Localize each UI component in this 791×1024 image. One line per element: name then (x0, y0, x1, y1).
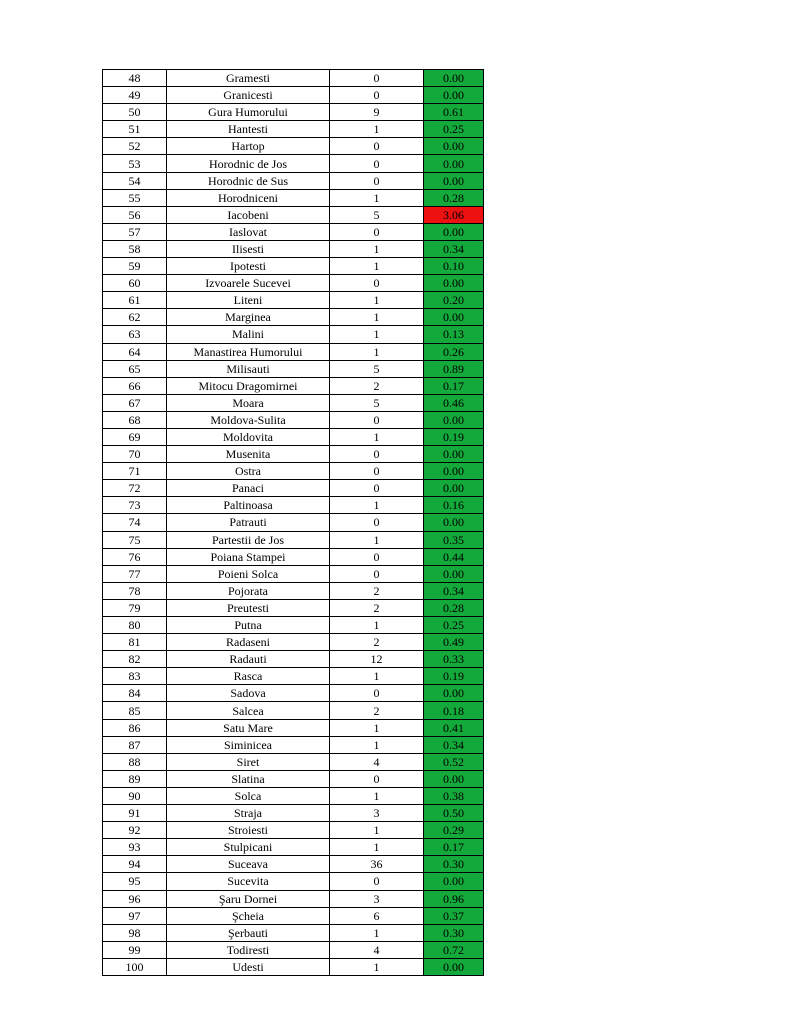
row-number-cell: 84 (103, 685, 167, 702)
row-number-cell: 78 (103, 582, 167, 599)
locality-name-cell: Hantesti (167, 121, 330, 138)
row-number-cell: 100 (103, 958, 167, 975)
cases-count-cell: 1 (330, 839, 424, 856)
table-row (103, 805, 484, 822)
table-row (103, 634, 484, 651)
locality-name-cell: Horodnic de Jos (167, 155, 330, 172)
cases-count-cell: 0 (330, 70, 424, 87)
incidence-rate-cell: 0.13 (424, 326, 484, 343)
cases-count-cell: 6 (330, 907, 424, 924)
table-body (103, 70, 484, 976)
row-number-cell: 55 (103, 189, 167, 206)
row-number-cell: 98 (103, 924, 167, 941)
incidence-rate-cell: 0.00 (424, 309, 484, 326)
cases-count-cell: 1 (330, 787, 424, 804)
table-row (103, 480, 484, 497)
cases-count-cell: 3 (330, 890, 424, 907)
locality-name-cell: Şerbauti (167, 924, 330, 941)
row-number-cell: 58 (103, 240, 167, 257)
row-number-cell: 52 (103, 138, 167, 155)
cases-count-cell: 2 (330, 634, 424, 651)
incidence-rate-cell: 0.29 (424, 822, 484, 839)
locality-name-cell: Rasca (167, 668, 330, 685)
table-row (103, 873, 484, 890)
row-number-cell: 94 (103, 856, 167, 873)
cases-count-cell: 1 (330, 531, 424, 548)
incidence-rate-cell: 0.52 (424, 753, 484, 770)
table-row (103, 839, 484, 856)
table-row (103, 309, 484, 326)
cases-count-cell: 1 (330, 309, 424, 326)
row-number-cell: 60 (103, 275, 167, 292)
row-number-cell: 50 (103, 104, 167, 121)
row-number-cell: 62 (103, 309, 167, 326)
table-row (103, 240, 484, 257)
table-row (103, 548, 484, 565)
table-row (103, 206, 484, 223)
table-row (103, 668, 484, 685)
incidence-rate-cell: 0.00 (424, 958, 484, 975)
table-row (103, 907, 484, 924)
locality-name-cell: Moara (167, 394, 330, 411)
row-number-cell: 49 (103, 87, 167, 104)
row-number-cell: 57 (103, 223, 167, 240)
locality-name-cell: Marginea (167, 309, 330, 326)
row-number-cell: 96 (103, 890, 167, 907)
cases-count-cell: 5 (330, 360, 424, 377)
locality-name-cell: Ostra (167, 463, 330, 480)
incidence-rate-cell: 0.28 (424, 599, 484, 616)
table-row (103, 121, 484, 138)
cases-count-cell: 5 (330, 206, 424, 223)
incidence-rate-cell: 0.00 (424, 223, 484, 240)
incidence-rate-cell: 0.00 (424, 685, 484, 702)
cases-count-cell: 4 (330, 941, 424, 958)
row-number-cell: 56 (103, 206, 167, 223)
table-row (103, 736, 484, 753)
cases-count-cell: 0 (330, 770, 424, 787)
locality-name-cell: Iaslovat (167, 223, 330, 240)
incidence-rate-cell: 0.25 (424, 121, 484, 138)
locality-name-cell: Panaci (167, 480, 330, 497)
row-number-cell: 82 (103, 651, 167, 668)
incidence-rate-cell: 0.34 (424, 582, 484, 599)
row-number-cell: 67 (103, 394, 167, 411)
row-number-cell: 53 (103, 155, 167, 172)
row-number-cell: 91 (103, 805, 167, 822)
row-number-cell: 61 (103, 292, 167, 309)
cases-count-cell: 1 (330, 121, 424, 138)
table-row (103, 582, 484, 599)
locality-name-cell: Radauti (167, 651, 330, 668)
incidence-rate-cell: 3.06 (424, 206, 484, 223)
row-number-cell: 95 (103, 873, 167, 890)
cases-count-cell: 36 (330, 856, 424, 873)
cases-count-cell: 0 (330, 685, 424, 702)
cases-count-cell: 3 (330, 805, 424, 822)
cases-count-cell: 1 (330, 326, 424, 343)
cases-count-cell: 0 (330, 138, 424, 155)
row-number-cell: 76 (103, 548, 167, 565)
row-number-cell: 74 (103, 514, 167, 531)
cases-count-cell: 1 (330, 958, 424, 975)
incidence-rate-cell: 0.00 (424, 873, 484, 890)
row-number-cell: 59 (103, 258, 167, 275)
locality-name-cell: Şaru Dornei (167, 890, 330, 907)
incidence-rate-cell: 0.61 (424, 104, 484, 121)
locality-name-cell: Izvoarele Sucevei (167, 275, 330, 292)
table-row (103, 753, 484, 770)
table-row (103, 924, 484, 941)
incidence-rate-cell: 0.34 (424, 240, 484, 257)
cases-count-cell: 1 (330, 258, 424, 275)
row-number-cell: 79 (103, 599, 167, 616)
row-number-cell: 99 (103, 941, 167, 958)
cases-count-cell: 2 (330, 702, 424, 719)
row-number-cell: 83 (103, 668, 167, 685)
locality-name-cell: Moldovita (167, 428, 330, 445)
table-row (103, 258, 484, 275)
cases-count-cell: 0 (330, 548, 424, 565)
cases-count-cell: 1 (330, 924, 424, 941)
table-row (103, 411, 484, 428)
incidence-rate-cell: 0.44 (424, 548, 484, 565)
table-row (103, 104, 484, 121)
incidence-rate-cell: 0.00 (424, 70, 484, 87)
locality-name-cell: Mitocu Dragomirnei (167, 377, 330, 394)
incidence-rate-cell: 0.16 (424, 497, 484, 514)
locality-name-cell: Ipotesti (167, 258, 330, 275)
cases-count-cell: 0 (330, 87, 424, 104)
cases-count-cell: 0 (330, 565, 424, 582)
row-number-cell: 64 (103, 343, 167, 360)
table-row (103, 651, 484, 668)
row-number-cell: 88 (103, 753, 167, 770)
incidence-rate-cell: 0.00 (424, 87, 484, 104)
localities-table (102, 69, 484, 976)
incidence-rate-cell: 0.28 (424, 189, 484, 206)
cases-count-cell: 0 (330, 172, 424, 189)
row-number-cell: 97 (103, 907, 167, 924)
locality-name-cell: Milisauti (167, 360, 330, 377)
incidence-rate-cell: 0.37 (424, 907, 484, 924)
locality-name-cell: Patrauti (167, 514, 330, 531)
locality-name-cell: Slatina (167, 770, 330, 787)
row-number-cell: 65 (103, 360, 167, 377)
cases-count-cell: 1 (330, 822, 424, 839)
table-row (103, 394, 484, 411)
incidence-rate-cell: 0.17 (424, 839, 484, 856)
row-number-cell: 66 (103, 377, 167, 394)
table-row (103, 343, 484, 360)
locality-name-cell: Preutesti (167, 599, 330, 616)
incidence-rate-cell: 0.00 (424, 155, 484, 172)
locality-name-cell: Poieni Solca (167, 565, 330, 582)
incidence-rate-cell: 0.30 (424, 856, 484, 873)
locality-name-cell: Putna (167, 617, 330, 634)
incidence-rate-cell: 0.19 (424, 668, 484, 685)
table-row (103, 155, 484, 172)
cases-count-cell: 0 (330, 463, 424, 480)
table-row (103, 941, 484, 958)
incidence-rate-cell: 0.26 (424, 343, 484, 360)
incidence-rate-cell: 0.00 (424, 463, 484, 480)
locality-name-cell: Pojorata (167, 582, 330, 599)
row-number-cell: 72 (103, 480, 167, 497)
incidence-rate-cell: 0.00 (424, 480, 484, 497)
locality-name-cell: Stulpicani (167, 839, 330, 856)
incidence-rate-cell: 0.00 (424, 770, 484, 787)
table-row (103, 463, 484, 480)
table-row (103, 822, 484, 839)
table-row (103, 189, 484, 206)
incidence-rate-cell: 0.00 (424, 172, 484, 189)
row-number-cell: 85 (103, 702, 167, 719)
table-row (103, 223, 484, 240)
cases-count-cell: 1 (330, 240, 424, 257)
table-row (103, 617, 484, 634)
incidence-rate-cell: 0.19 (424, 428, 484, 445)
table-row (103, 172, 484, 189)
locality-name-cell: Horodnic de Sus (167, 172, 330, 189)
row-number-cell: 54 (103, 172, 167, 189)
locality-name-cell: Musenita (167, 446, 330, 463)
cases-count-cell: 0 (330, 155, 424, 172)
locality-name-cell: Solca (167, 787, 330, 804)
cases-count-cell: 12 (330, 651, 424, 668)
row-number-cell: 87 (103, 736, 167, 753)
incidence-rate-cell: 0.00 (424, 446, 484, 463)
table-row (103, 565, 484, 582)
locality-name-cell: Malini (167, 326, 330, 343)
incidence-rate-cell: 0.00 (424, 514, 484, 531)
cases-count-cell: 1 (330, 719, 424, 736)
locality-name-cell: Sucevita (167, 873, 330, 890)
row-number-cell: 90 (103, 787, 167, 804)
table-row (103, 70, 484, 87)
incidence-rate-cell: 0.41 (424, 719, 484, 736)
table-row (103, 890, 484, 907)
locality-name-cell: Granicesti (167, 87, 330, 104)
table-row (103, 497, 484, 514)
incidence-rate-cell: 0.46 (424, 394, 484, 411)
locality-name-cell: Siret (167, 753, 330, 770)
incidence-rate-cell: 0.25 (424, 617, 484, 634)
locality-name-cell: Paltinoasa (167, 497, 330, 514)
locality-name-cell: Iacobeni (167, 206, 330, 223)
row-number-cell: 63 (103, 326, 167, 343)
cases-count-cell: 1 (330, 189, 424, 206)
table-row (103, 292, 484, 309)
table-row (103, 531, 484, 548)
incidence-rate-cell: 0.34 (424, 736, 484, 753)
row-number-cell: 92 (103, 822, 167, 839)
cases-count-cell: 1 (330, 497, 424, 514)
incidence-rate-cell: 0.72 (424, 941, 484, 958)
row-number-cell: 93 (103, 839, 167, 856)
table-row (103, 87, 484, 104)
incidence-rate-cell: 0.18 (424, 702, 484, 719)
table-row (103, 770, 484, 787)
locality-name-cell: Horodniceni (167, 189, 330, 206)
cases-count-cell: 4 (330, 753, 424, 770)
incidence-rate-cell: 0.00 (424, 565, 484, 582)
cases-count-cell: 0 (330, 480, 424, 497)
row-number-cell: 80 (103, 617, 167, 634)
locality-name-cell: Sadova (167, 685, 330, 702)
locality-name-cell: Siminicea (167, 736, 330, 753)
cases-count-cell: 0 (330, 275, 424, 292)
incidence-rate-cell: 0.50 (424, 805, 484, 822)
table-row (103, 787, 484, 804)
locality-name-cell: Todiresti (167, 941, 330, 958)
incidence-rate-cell: 0.35 (424, 531, 484, 548)
row-number-cell: 71 (103, 463, 167, 480)
incidence-rate-cell: 0.00 (424, 138, 484, 155)
locality-name-cell: Hartop (167, 138, 330, 155)
locality-name-cell: Şcheia (167, 907, 330, 924)
locality-name-cell: Gura Humorului (167, 104, 330, 121)
incidence-rate-cell: 0.00 (424, 275, 484, 292)
table-row (103, 275, 484, 292)
row-number-cell: 75 (103, 531, 167, 548)
cases-count-cell: 1 (330, 668, 424, 685)
row-number-cell: 51 (103, 121, 167, 138)
row-number-cell: 81 (103, 634, 167, 651)
table-row (103, 360, 484, 377)
table-row (103, 958, 484, 975)
row-number-cell: 77 (103, 565, 167, 582)
table-row (103, 514, 484, 531)
cases-count-cell: 1 (330, 428, 424, 445)
cases-count-cell: 1 (330, 292, 424, 309)
row-number-cell: 86 (103, 719, 167, 736)
locality-name-cell: Radaseni (167, 634, 330, 651)
row-number-cell: 73 (103, 497, 167, 514)
cases-count-cell: 0 (330, 446, 424, 463)
cases-count-cell: 9 (330, 104, 424, 121)
locality-name-cell: Ilisesti (167, 240, 330, 257)
table-row (103, 326, 484, 343)
table-row (103, 856, 484, 873)
incidence-rate-cell: 0.33 (424, 651, 484, 668)
row-number-cell: 69 (103, 428, 167, 445)
incidence-rate-cell: 0.00 (424, 411, 484, 428)
locality-name-cell: Liteni (167, 292, 330, 309)
incidence-rate-cell: 0.17 (424, 377, 484, 394)
locality-name-cell: Suceava (167, 856, 330, 873)
table-row (103, 138, 484, 155)
cases-count-cell: 2 (330, 582, 424, 599)
table-row (103, 428, 484, 445)
table-row (103, 377, 484, 394)
locality-name-cell: Stroiesti (167, 822, 330, 839)
locality-name-cell: Straja (167, 805, 330, 822)
locality-name-cell: Moldova-Sulita (167, 411, 330, 428)
cases-count-cell: 1 (330, 343, 424, 360)
cases-count-cell: 5 (330, 394, 424, 411)
locality-name-cell: Gramesti (167, 70, 330, 87)
incidence-rate-cell: 0.30 (424, 924, 484, 941)
row-number-cell: 89 (103, 770, 167, 787)
cases-count-cell: 1 (330, 617, 424, 634)
incidence-rate-cell: 0.20 (424, 292, 484, 309)
incidence-rate-cell: 0.96 (424, 890, 484, 907)
incidence-rate-cell: 0.10 (424, 258, 484, 275)
locality-name-cell: Manastirea Humorului (167, 343, 330, 360)
table-row (103, 685, 484, 702)
locality-name-cell: Salcea (167, 702, 330, 719)
table-row (103, 702, 484, 719)
table-row (103, 446, 484, 463)
cases-count-cell: 0 (330, 873, 424, 890)
incidence-rate-cell: 0.38 (424, 787, 484, 804)
cases-count-cell: 1 (330, 736, 424, 753)
table-row (103, 599, 484, 616)
cases-count-cell: 2 (330, 377, 424, 394)
incidence-rate-cell: 0.49 (424, 634, 484, 651)
incidence-rate-cell: 0.89 (424, 360, 484, 377)
row-number-cell: 48 (103, 70, 167, 87)
locality-name-cell: Partestii de Jos (167, 531, 330, 548)
row-number-cell: 70 (103, 446, 167, 463)
cases-count-cell: 0 (330, 411, 424, 428)
cases-count-cell: 0 (330, 223, 424, 240)
locality-name-cell: Poiana Stampei (167, 548, 330, 565)
row-number-cell: 68 (103, 411, 167, 428)
locality-name-cell: Udesti (167, 958, 330, 975)
cases-count-cell: 2 (330, 599, 424, 616)
cases-count-cell: 0 (330, 514, 424, 531)
locality-name-cell: Satu Mare (167, 719, 330, 736)
table-row (103, 719, 484, 736)
